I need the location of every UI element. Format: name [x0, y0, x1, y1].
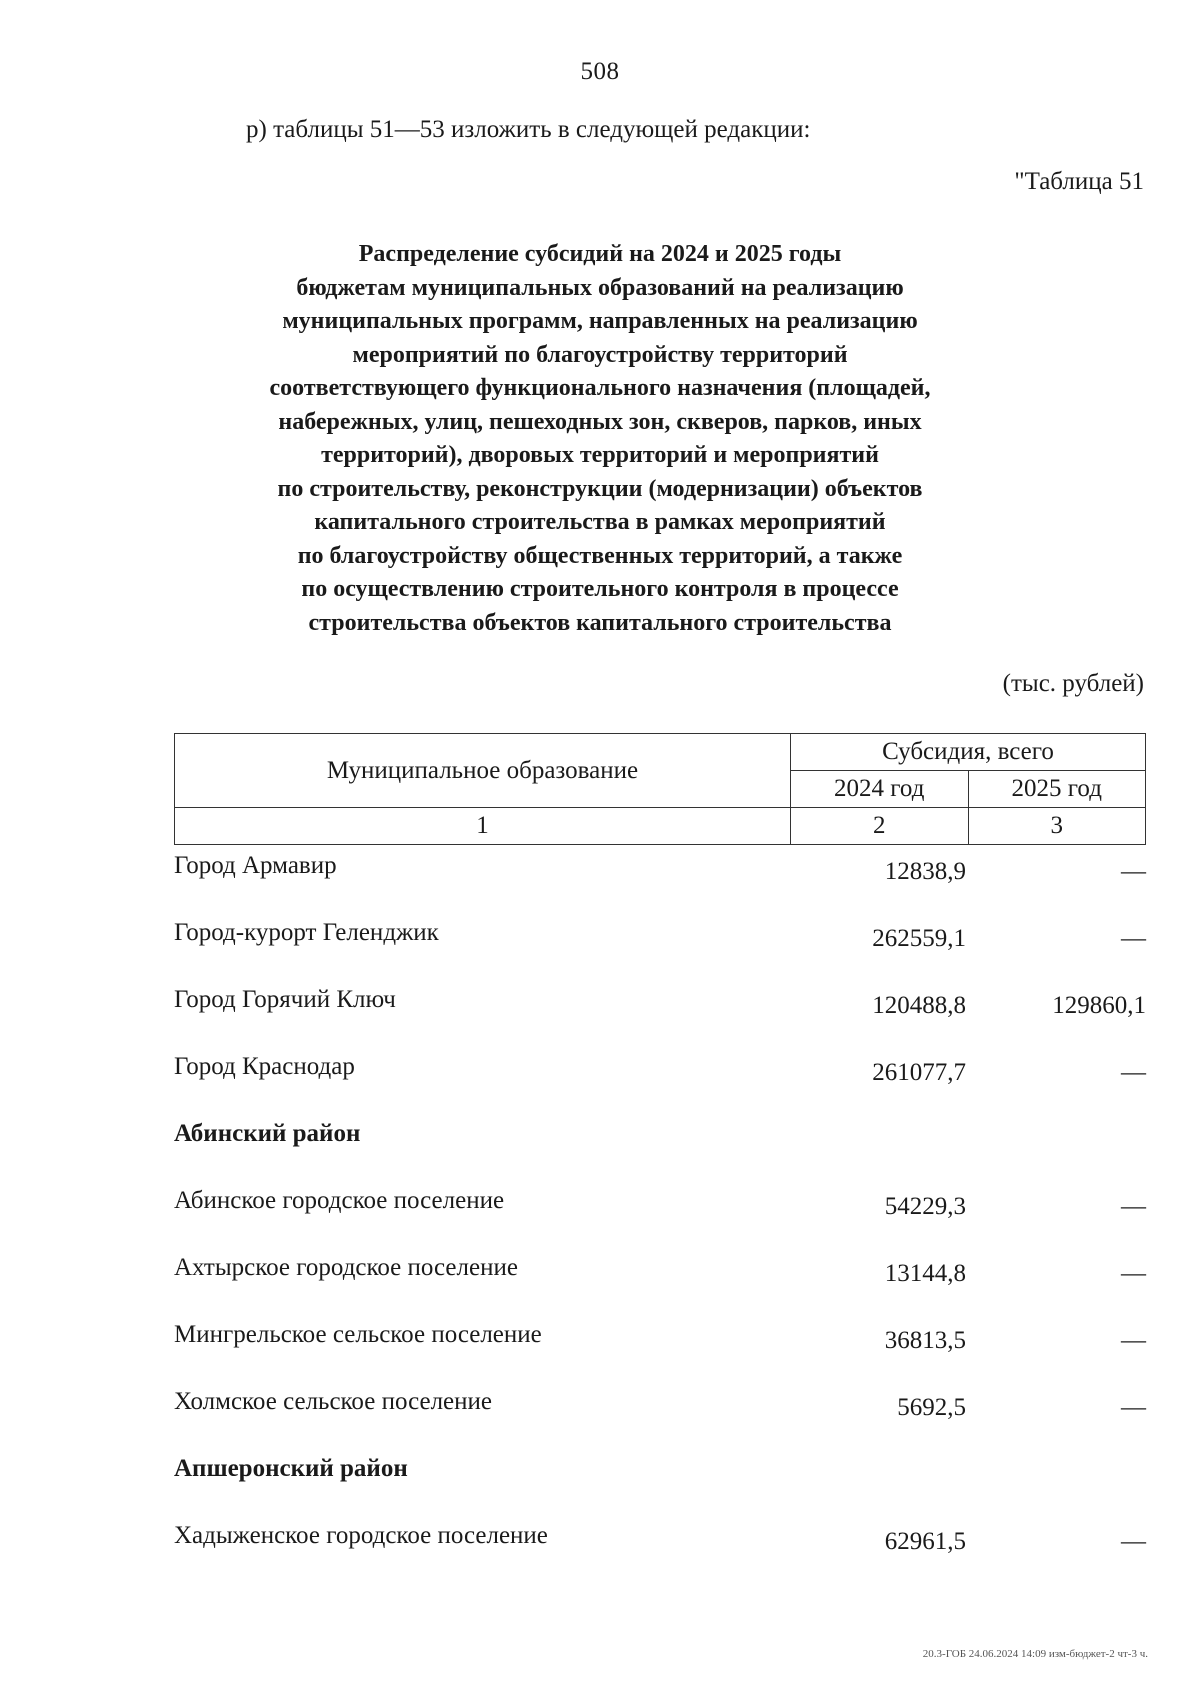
- row-value-2025: —: [1121, 1260, 1146, 1287]
- table-label: "Таблица 51: [1014, 168, 1144, 195]
- table-row: [174, 919, 1146, 986]
- title-line: бюджетам муниципальных образований на реализацию: [296, 274, 904, 301]
- title-line: капитального строительства в рамках мероприятий: [314, 509, 886, 535]
- row-value-2024: 5692,5: [897, 1394, 966, 1421]
- table-row: [174, 852, 1146, 919]
- header-municipality: Муниципальное образование: [175, 734, 791, 808]
- document-footer-code: 20.3-ГОБ 24.06.2024 14:09 изм-бюджет-2 чт-3 ч.: [922, 1648, 1148, 1660]
- header-year-2024: 2024 год: [791, 771, 969, 808]
- title-line: по благоустройству общественных территорий, а также: [297, 542, 903, 569]
- row-municipality: Ахтырское городское поселение: [174, 1254, 518, 1281]
- row-municipality: Холмское сельское поселение: [174, 1388, 492, 1415]
- row-value-2024: 54229,3: [884, 1193, 966, 1220]
- row-municipality: Абинское городское поселение: [174, 1187, 505, 1214]
- row-value-2025: —: [1121, 1394, 1146, 1421]
- title-line: Распределение субсидий на 2024 и 2025 годы: [358, 241, 842, 267]
- row-municipality: Город Армавир: [174, 852, 337, 879]
- row-value-2025: —: [1121, 1327, 1146, 1354]
- row-value-2024: 13144,8: [884, 1260, 966, 1287]
- table-row: [174, 1254, 1146, 1321]
- title-line: территорий), дворовых территорий и мероприятий: [321, 442, 879, 468]
- header-year-2025: 2025 год: [968, 771, 1146, 808]
- row-value-2024: 262559,1: [872, 925, 966, 952]
- row-value-2024: 120488,8: [872, 992, 966, 1019]
- column-number: 2: [791, 808, 969, 845]
- table-body: [174, 852, 1146, 1589]
- row-value-2025: 129860,1: [1052, 992, 1146, 1019]
- title-line: по строительству, реконструкции (модернизации) объектов: [277, 475, 923, 502]
- title-line: по осуществлению строительного контроля в процессе: [301, 576, 899, 602]
- table-row: [174, 1187, 1146, 1254]
- row-value-2024: 12838,9: [884, 858, 966, 885]
- table-row: [174, 986, 1146, 1053]
- table-group-row: [174, 1120, 1146, 1187]
- table-header: [174, 733, 1146, 845]
- header-subsidy-total: Субсидия, всего: [791, 734, 1146, 771]
- row-value-2024: 261077,7: [872, 1059, 966, 1086]
- column-number: 3: [968, 808, 1146, 845]
- row-value-2025: —: [1121, 1528, 1146, 1555]
- title-line: набережных, улиц, пешеходных зон, скверов, парков, иных: [278, 408, 922, 435]
- title-line: мероприятий по благоустройству территорий: [352, 341, 848, 368]
- row-value-2025: —: [1121, 1193, 1146, 1220]
- row-value-2025: —: [1121, 925, 1146, 952]
- table-title: [0, 238, 1200, 640]
- group-district-name: Апшеронский район: [174, 1455, 408, 1482]
- title-line: соответствующего функционального назначения (площадей,: [269, 375, 931, 401]
- units-note: (тыс. рублей): [1002, 670, 1144, 697]
- title-line: муниципальных программ, направленных на реализацию: [282, 308, 918, 334]
- table-group-row: [174, 1455, 1146, 1522]
- row-value-2025: —: [1121, 1059, 1146, 1086]
- row-municipality: Город Горячий Ключ: [174, 986, 396, 1013]
- row-municipality: Хадыженское городское поселение: [174, 1522, 548, 1549]
- row-municipality: Город-курорт Геленджик: [174, 919, 439, 946]
- table-row: [174, 1388, 1146, 1455]
- page-number: 508: [580, 58, 620, 85]
- amendment-intro: р) таблицы 51—53 изложить в следующей редакции:: [246, 116, 811, 143]
- row-value-2025: —: [1121, 858, 1146, 885]
- row-value-2024: 36813,5: [884, 1327, 966, 1354]
- table-row: [174, 1053, 1146, 1120]
- row-municipality: Мингрельское сельское поселение: [174, 1321, 542, 1348]
- table-row: [174, 1321, 1146, 1388]
- table-row: [174, 1522, 1146, 1589]
- row-value-2024: 62961,5: [884, 1528, 966, 1555]
- group-district-name: Абинский район: [174, 1120, 361, 1147]
- column-number: 1: [175, 808, 791, 845]
- row-municipality: Город Краснодар: [174, 1053, 355, 1080]
- title-line: строительства объектов капитального строительства: [308, 609, 892, 636]
